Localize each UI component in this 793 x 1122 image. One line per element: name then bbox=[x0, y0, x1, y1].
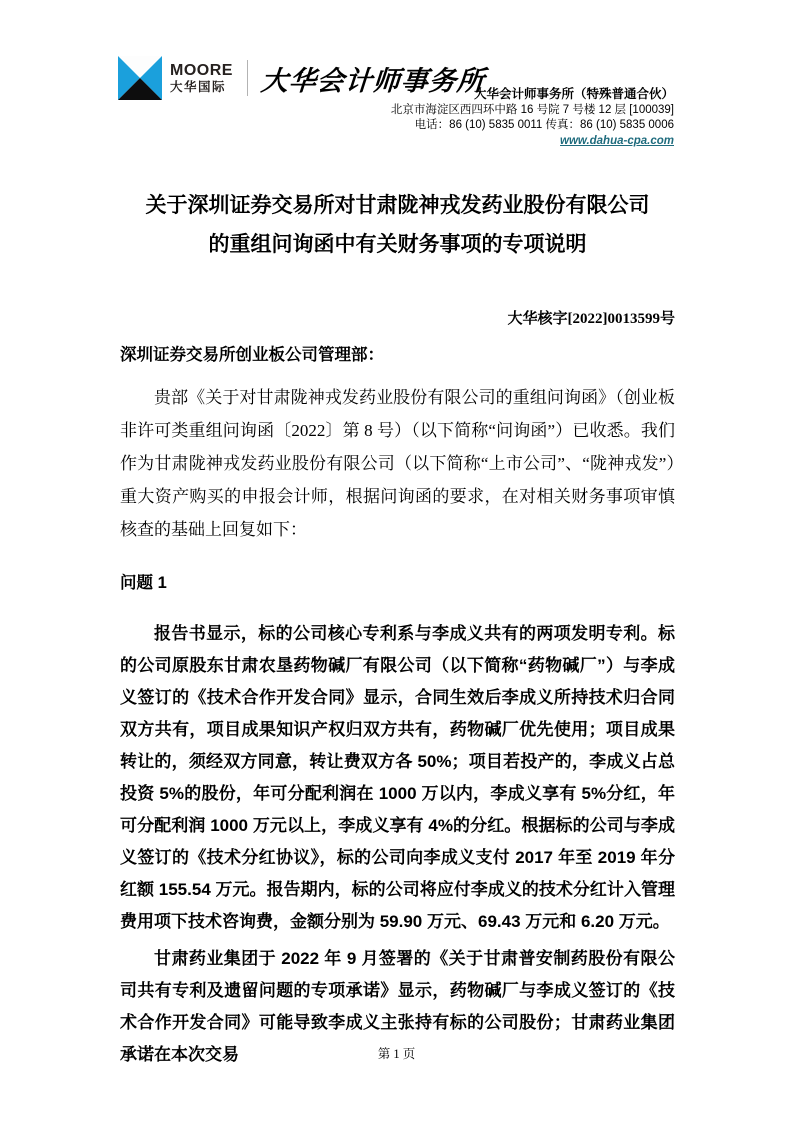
page-number: 第 1 页 bbox=[377, 1047, 416, 1061]
contact-address: 北京市海淀区西四环中路 16 号院 7 号楼 12 层 [100039] bbox=[390, 103, 674, 116]
question-1-paragraph-1: 报告书显示，标的公司核心专利系与李成义共有的两项发明专利。标的公司原股东甘肃农垦药物碱厂有限公司（以下简称“药物碱厂”）与李成义签订的《技术合作开发合同》显示，合同生效后李成义所持技术归合同双方共有，项目成果知识产权归双方共有，药物碱厂优先使用；项目成果转让的，须经双方同意，转让费双方各 50%；项目若投产的，李成义占总投资 5%的股份，年可分配利润在 1000 万以内，李成义享有 5%分红，年可分配利润 1000 万元以上，李成义享有 4%的分红。根据标的公司与李成义签订的《技术分红协议》，标的公司向李成义支付 2017 年至 2019 年分红额 155.54 万元。报告期内，标的公司将应付李成义的技术分红计入管理费用项下技术咨询费，金额分别为 59.90 万元、69.43 万元和 6.20 万元。 bbox=[120, 624, 675, 931]
salutation: 深圳证券交易所创业板公司管理部： bbox=[120, 345, 384, 364]
brand-subtitle: 大华国际 bbox=[170, 79, 227, 94]
website-link[interactable]: www.dahua-cpa.com bbox=[560, 134, 674, 147]
document-number: 大华核字[2022]0013599号 bbox=[507, 311, 675, 327]
document-title bbox=[120, 0, 675, 264]
title-line-2: 的重组问询函中有关财务事项的专项说明 bbox=[208, 232, 587, 256]
firm-calligraphy-name: 大华会计师事务所 bbox=[259, 65, 486, 97]
document-body bbox=[120, 0, 675, 1071]
contact-firm-name: 大华会计师事务所（特殊普通合伙） bbox=[473, 87, 674, 101]
question-1-heading: 问题 1 bbox=[120, 574, 167, 592]
brand-name: MOORE bbox=[170, 61, 233, 79]
title-line-1: 关于深圳证券交易所对甘肃陇神戎发药业股份有限公司 bbox=[145, 193, 650, 217]
intro-paragraph: 贵部《关于对甘肃陇神戎发药业股份有限公司的重组问询函》（创业板非许可类重组问询函〔2022〕第 8 号）（以下简称“问询函”）已收悉。我们作为甘肃陇神戎发药业股份有限公司（以下简称“上市公司”、“陇神戎发”）重大资产购买的申报会计师，根据问询函的要求，在对相关财务事项审慎核查的基础上回复如下： bbox=[120, 388, 675, 539]
question-1-paragraph-2: 甘肃药业集团于 2022 年 9 月签署的《关于甘肃普安制药股份有限公司共有专利及遗留问题的专项承诺》显示，药物碱厂与李成义签订的《技术合作开发合同》可能导致李成义主张持有标的公司股份；甘肃药业集团承诺在本次交易 bbox=[120, 949, 675, 1064]
contact-phone-fax: 电话：86 (10) 5835 0011 传真：86 (10) 5835 0006 bbox=[414, 119, 674, 131]
